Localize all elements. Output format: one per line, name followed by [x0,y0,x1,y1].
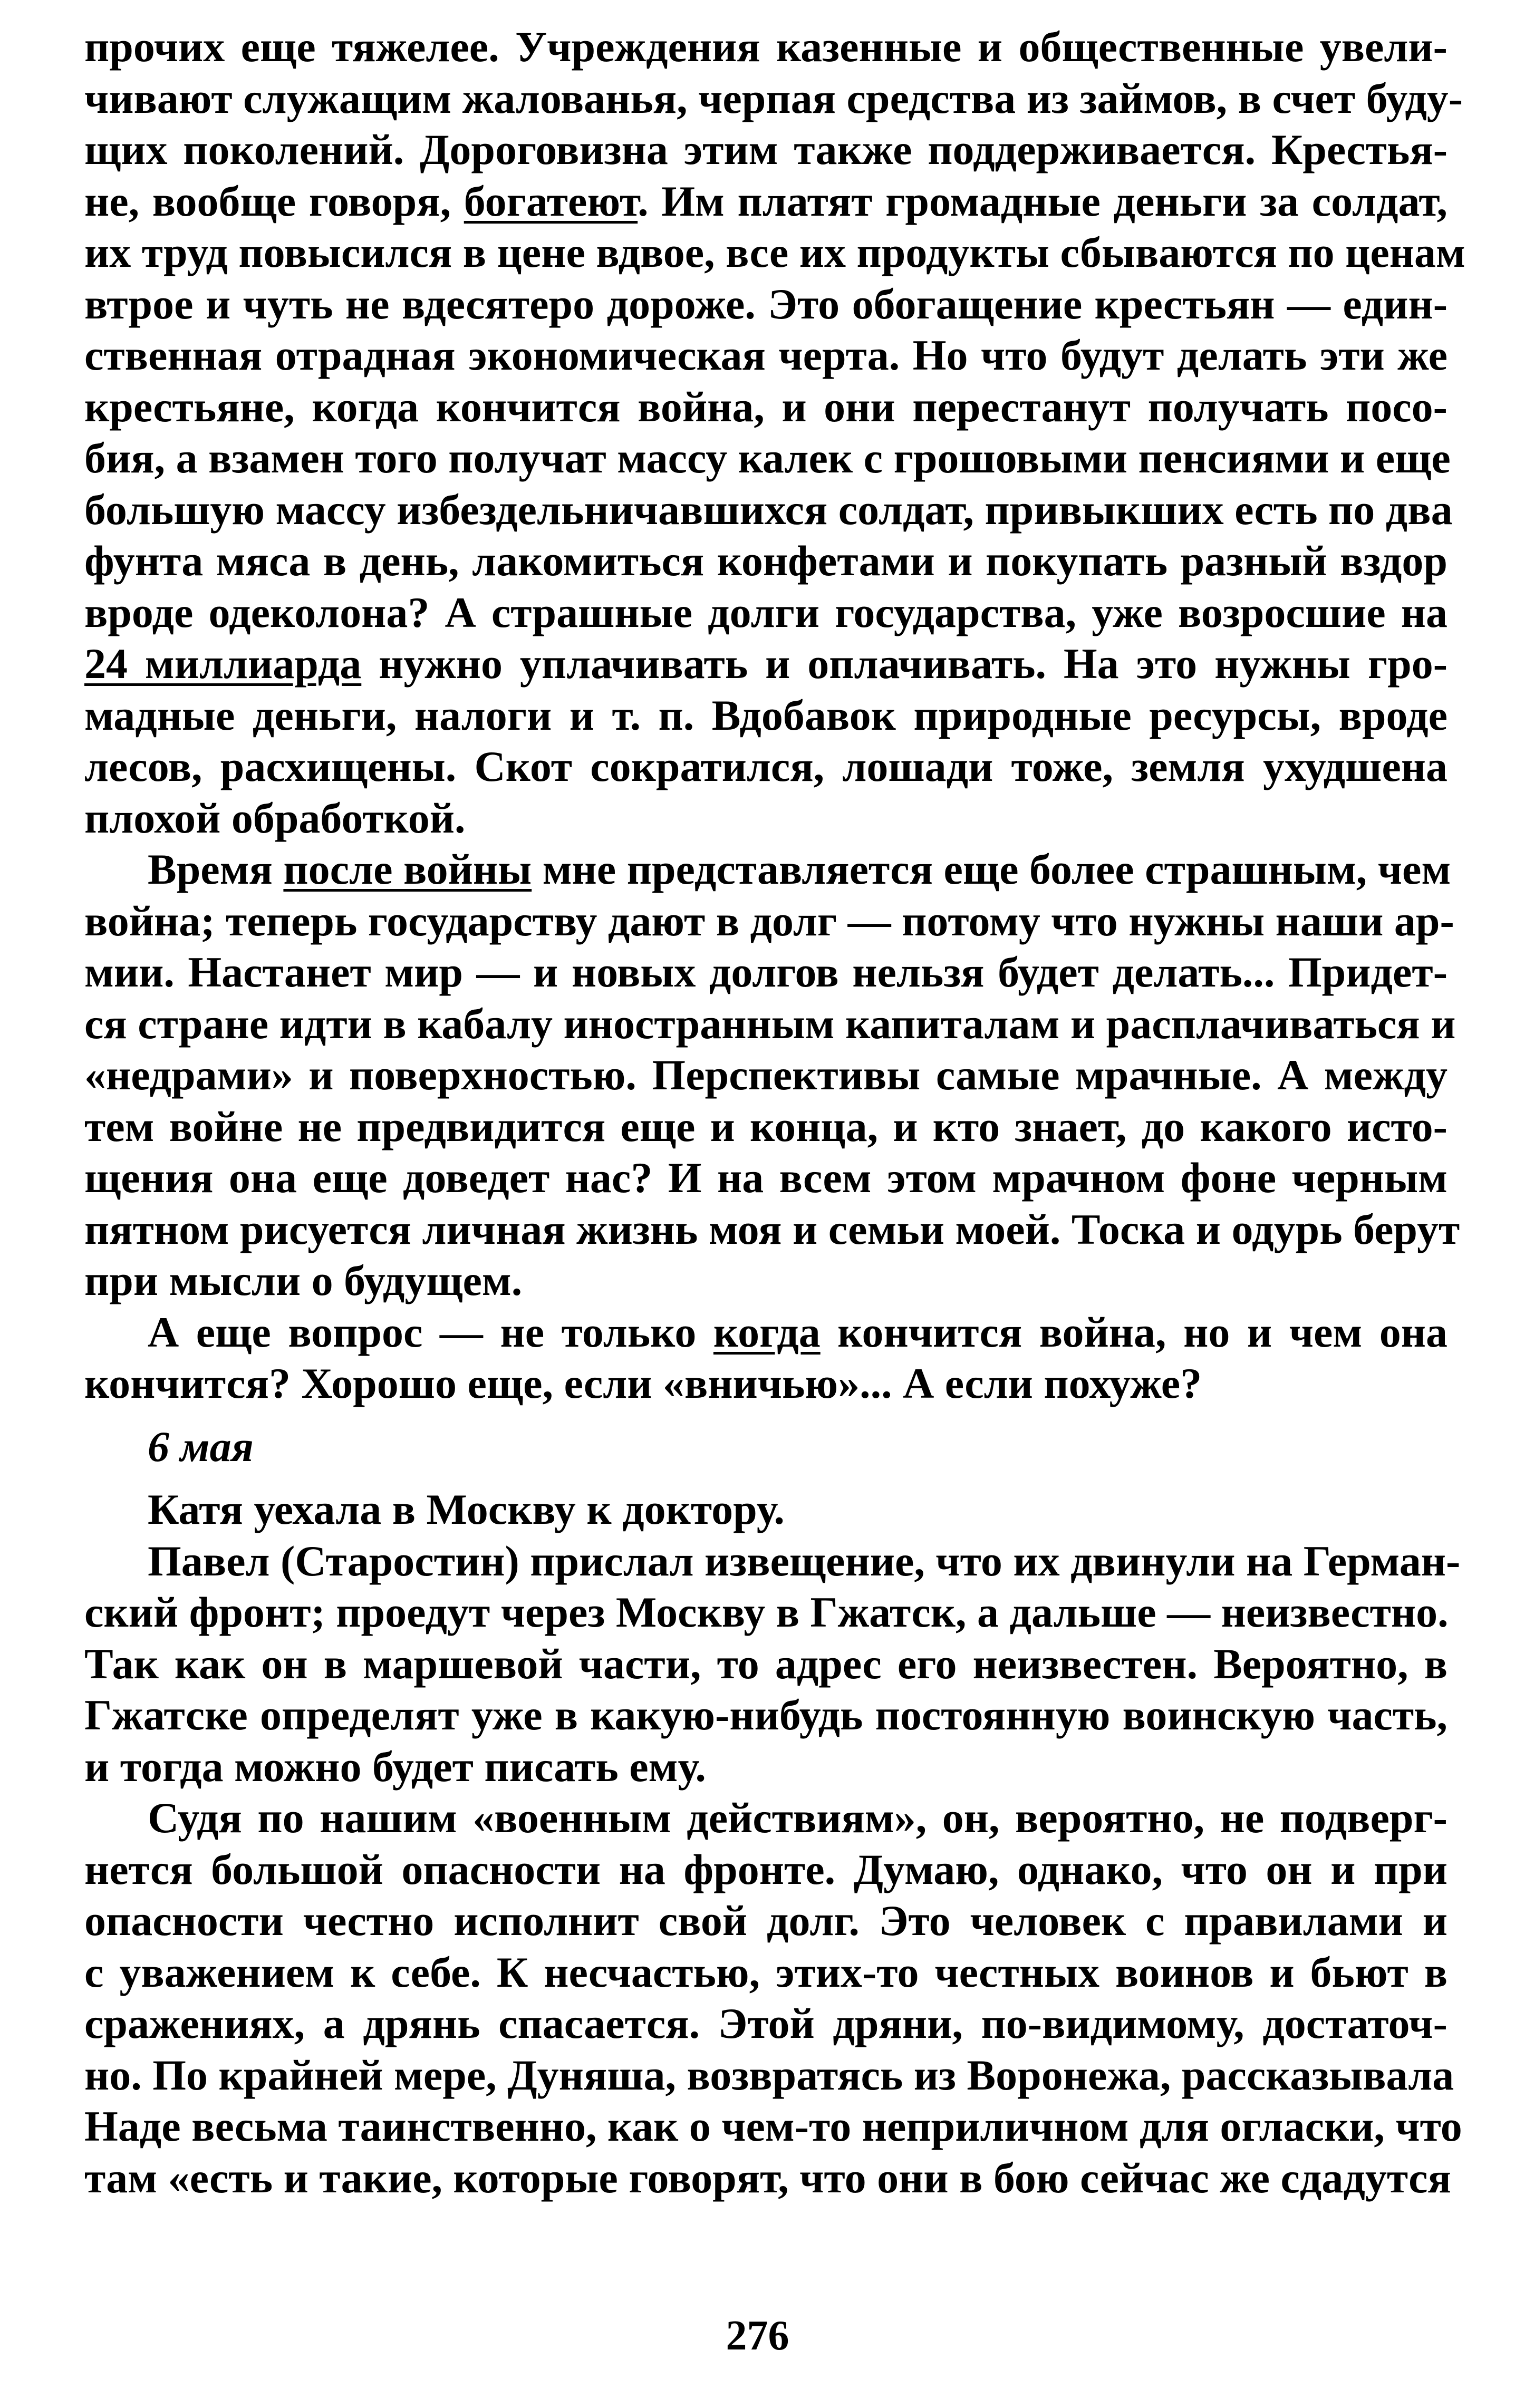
text-line [84,1307,1448,1358]
text-line: их труд повысился в цене вдвое, все их продукты сбываются по ценам [84,228,1465,276]
text-line: там «есть и такие, которые говорят, что они в бою сейчас же сдадутся [84,2153,1451,2202]
main-text [84,21,1465,2203]
text-line: прочих еще тяжелее. Учреждения казенные и общественные увели- [84,23,1448,71]
text-line: ся стране идти в кабалу иностранным капиталам и расплачиваться и [84,999,1456,1048]
text-segment: . Им платят громадные деньги за солдат, [638,177,1448,225]
text-line: война; теперь государству дают в долг — потому что нужны наши ар- [84,896,1454,945]
paragraph [84,1535,1461,1793]
underlined-word: когда [713,1308,821,1356]
text-segment: мне представляется еще более страшным, чем [532,845,1451,893]
paragraph [84,1307,1448,1409]
text-line: лесов, расхищены. Скот сократился, лошади тоже, земля ухудшена [84,742,1448,790]
text-line: с уважением к себе. К несчастью, этих-то честных воинов и бьют в [84,1948,1448,1996]
paragraph [84,1792,1462,2203]
text-line: Судя по нашим «военным действиям», он, вероятно, не подверг- [148,1794,1448,1842]
text-segment: А еще вопрос — не только [148,1308,713,1356]
text-line: Гжатске определят уже в какую-нибудь постоянную воинскую часть, [84,1691,1448,1739]
text-line [84,844,1451,895]
text-line: нется большой опасности на фронте. Думаю, однако, что он и при [84,1845,1448,1893]
underlined-word: богатеют [464,177,638,225]
text-line: Катя уехала в Москву к доктору. [148,1485,785,1533]
underlined-phrase: после войны [283,845,532,893]
text-line [84,176,1448,227]
text-line: чивают служащим жалованья, черпая средства из займов, в счет буду- [84,74,1463,122]
spacer [84,1472,1448,1484]
underlined-phrase: 24 миллиарда [84,640,362,688]
text-line: бия, а взамен того получат массу калек с грошовыми пенсиями и еще [84,434,1451,482]
text-line: большую массу избездельничавшихся солдат, привыкших есть по два [84,485,1453,534]
text-segment: не, вообще говоря, [84,177,464,225]
text-line: тем войне не предвидится еще и конца, и кто знает, до какого исто- [84,1102,1448,1150]
text-line: втрое и чуть не вдесятеро дороже. Это обогащение крестьян — един- [84,279,1448,328]
text-line: щения она еще доведет нас? И на всем этом мрачном фоне черным [84,1154,1448,1202]
text-line [84,638,1448,690]
text-line: фунта мяса в день, лакомиться конфетами и покупать разный вздор [84,537,1448,585]
text-line: вроде одеколона? А страшные долги государства, уже возросшие на [84,588,1448,636]
text-line: пятном рисуется личная жизнь моя и семьи моей. Тоска и одурь берут [84,1205,1460,1253]
text-line: крестьяне, когда кончится война, и они перестанут получать посо- [84,382,1448,431]
text-line: мии. Настанет мир — и новых долгов нельзя будет делать... Придет- [84,948,1448,996]
page-number: 276 [726,2313,789,2359]
paragraph [84,1484,1448,1535]
text-line: «недрами» и поверхностью. Перспективы самые мрачные. А между [84,1051,1448,1099]
spacer [84,1409,1448,1421]
paragraph [84,844,1460,1307]
text-segment: Время [148,845,284,893]
text-segment: нужно уплачивать и оплачивать. На это нужны гро- [361,640,1448,688]
text-line: щих поколений. Дороговизна этим также поддерживается. Крестья- [84,125,1448,173]
text-line: Павел (Старостин) прислал извещение, что их двинули на Герман- [148,1536,1461,1585]
text-line: Наде весьма таинственно, как о чем-то неприличном для огласки, что [84,2102,1462,2150]
text-line: мадные деньги, налоги и т. п. Вдобавок природные ресурсы, вроде [84,691,1448,739]
text-line: опасности честно исполнит свой долг. Это человек с правилами и [84,1897,1448,1945]
text-line: ский фронт; проедут через Москву в Гжатск, а дальше — неизвестно. [84,1588,1449,1636]
text-line: но. По крайней мере, Дуняша, возвратясь из Воронежа, рассказывала [84,2051,1454,2099]
paragraph [84,21,1465,844]
text-line: плохой обработкой. [84,794,466,842]
text-line: Так как он в маршевой части, то адрес его неизвестен. Вероятно, в [84,1639,1448,1688]
text-segment: кончится война, но и чем она [820,1308,1448,1356]
text-line: сражениях, а дрянь спасается. Этой дряни, по-видимому, достаточ- [84,1999,1448,2047]
text-line: кончится? Хорошо еще, если «вничью»... А если похуже? [84,1359,1202,1407]
text-line: при мысли о будущем. [84,1256,523,1304]
text-line: ственная отрадная экономическая черта. Но что будут делать эти же [84,331,1448,379]
entry-date: 6 мая [148,1422,254,1471]
text-line: и тогда можно будет писать ему. [84,1742,706,1791]
